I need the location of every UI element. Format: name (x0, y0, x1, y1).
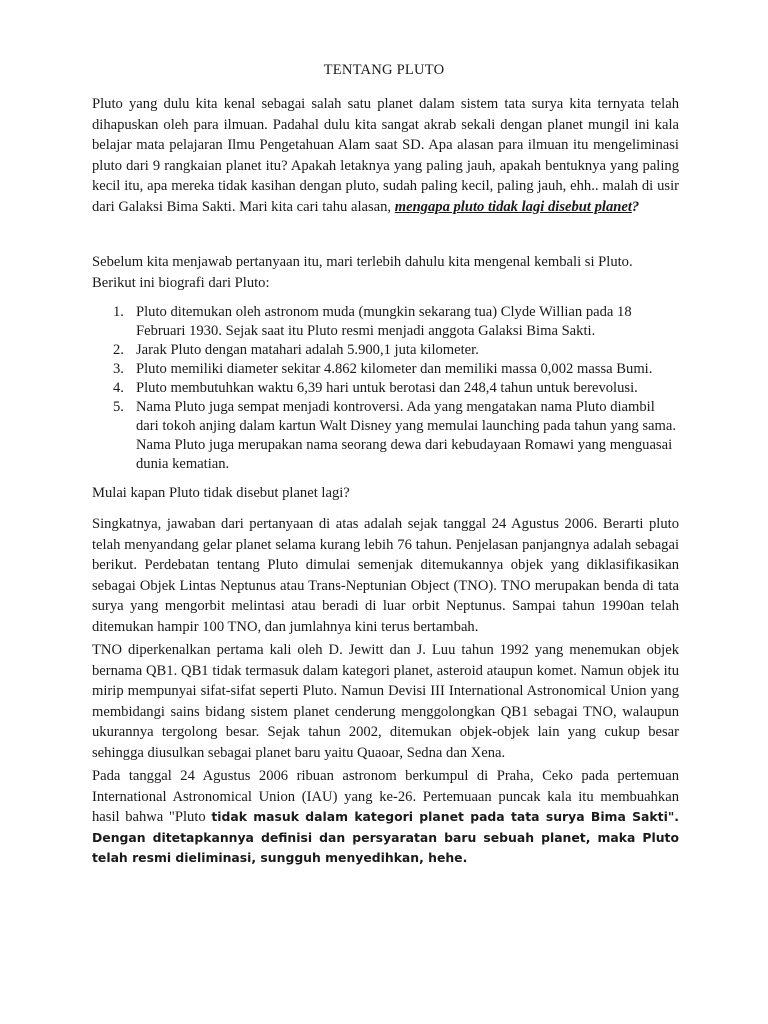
question-paragraph: Mulai kapan Pluto tidak disebut planet lagi? (92, 485, 350, 501)
iau-paragraph (92, 766, 679, 869)
list-text: Jarak Pluto dengan matahari adalah 5.900,1 juta kilometer. (136, 342, 479, 358)
biography-list (92, 303, 679, 474)
iau-text: Pada tanggal 24 Agustus 2006 ribuan astronom berkumpul di Praha, Ceko pada pertemuan International Astronomical Union (IAU) yang ke-26. Pertemuaan puncak kala itu membuahkan hasil bahwa "Pluto (92, 768, 679, 826)
list-text: Pluto membutuhkan waktu 6,39 hari untuk berotasi dan 248,4 tahun untuk berevolusi. (136, 380, 638, 396)
list-number: 2. (113, 342, 124, 358)
list-item (92, 398, 679, 474)
iau-bold-text: tidak masuk dalam kategori planet pada tata surya Bima Sakti". Dengan ditetapkannya definisi dan persyaratan baru sebuah planet, maka Pluto telah resmi dieliminasi, sungguh menyedihkan, hehe. (92, 809, 679, 866)
list-item (92, 341, 679, 360)
list-text: Pluto memiliki diameter sekitar 4.862 kilometer dan memiliki massa 0,002 massa Bumi. (136, 361, 653, 377)
biography-intro-paragraph: Sebelum kita menjawab pertanyaan itu, mari terlebih dahulu kita mengenal kembali si Pluto. Berikut ini biografi dari Pluto: (92, 254, 633, 291)
intro-question-mark: ? (631, 198, 640, 215)
document-title: TENTANG PLUTO (323, 62, 445, 78)
intro-paragraph (92, 94, 679, 218)
list-number: 3. (113, 361, 124, 377)
list-number: 4. (113, 380, 124, 396)
list-item (92, 360, 679, 379)
list-text: Pluto ditemukan oleh astronom muda (mungkin sekarang tua) Clyde Willian pada 18 Februari 1930. Sejak saat itu Pluto resmi menjadi anggota Galaksi Bima Sakti. (136, 304, 632, 339)
list-number: 1. (113, 304, 124, 320)
intro-emphasis: mengapa pluto tidak lagi disebut planet (394, 198, 632, 215)
intro-text: Pluto yang dulu kita kenal sebagai salah satu planet dalam sistem tata surya kita ternyata telah dihapuskan oleh para ilmuan. Padahal dulu kita sangat akrab sekali dengan planet mungil ini kala belajar mata pelajaran Ilmu Pengetahuan Alam saat SD. Apa alasan para ilmuan itu mengeliminasi pluto dari 9 rangkaian planet itu? Apakah letaknya yang paling jauh, apakah bentuknya yang paling kecil itu, apa mereka tidak kasihan dengan pluto, sudah paling kecil, paling jauh, ehh.. malah di usir dari Galaksi Bima Sakti. Mari kita cari tahu alasan, (92, 96, 679, 215)
list-number: 5. (113, 399, 124, 415)
tno-paragraph: TNO diperkenalkan pertama kali oleh D. Jewitt dan J. Luu tahun 1992 yang menemukan objek bernama QB1. QB1 tidak termasuk dalam kategori planet, asteroid ataupun komet. Namun objek itu mirip mempunyai sifat-sifat seperti Pluto. Namun Devisi III International Astronomical Union yang membidangi sains bidang sistem planet cenderung menggolongkan QB1 sebagai TNO, walaupun ukurannya tergolong besar. Sejak tahun 2002, ditemukan objek-objek lain yang cukup besar sehingga diusulkan sebagai planet baru yaitu Quaoar, Sedna dan Xena. (92, 642, 679, 761)
answer-paragraph: Singkatnya, jawaban dari pertanyaan di atas adalah sejak tanggal 24 Agustus 2006. Berarti pluto telah menyandang gelar planet selama kurang lebih 76 tahun. Penjelasan panjangnya adalah sebagai berikut. Perdebatan tentang Pluto dimulai semenjak ditemukannya objek yang diklasifikasikan sebagai Objek Lintas Neptunus atau Trans-Neptunian Object (TNO). TNO merupakan benda di tata surya yang mengorbit melintasi atau beradi di luar orbit Neptunus. Sampai tahun 1990an telah ditemukan hampir 100 TNO, dan jumlahnya kini terus bertambah. (92, 516, 679, 635)
list-text: Nama Pluto juga sempat menjadi kontroversi. Ada yang mengatakan nama Pluto diambil dari tokoh anjing dalam kartun Walt Disney yang memulai launching pada tahun yang sama. Nama Pluto juga merupakan nama seorang dewa dari kebudayaan Romawi yang menguasai dunia kematian. (136, 399, 677, 472)
list-item (92, 379, 679, 398)
list-item (92, 303, 679, 341)
